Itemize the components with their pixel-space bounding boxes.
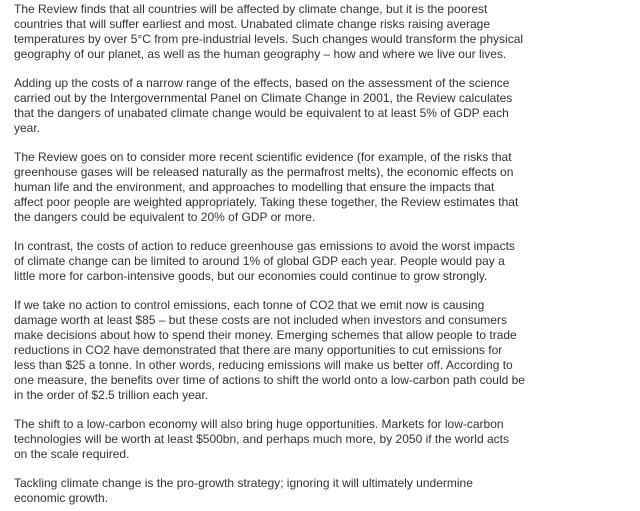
text-line: The Review goes on to consider more recent scientific evidence (for example, of the risks that [14,150,512,164]
text-line: greenhouse gases will be released naturally as the permafrost melts), the economic effects on [14,165,514,179]
text-line: Tackling climate change is the pro-growth strategy; ignoring it will ultimately undermine [14,476,473,490]
text-line: that the dangers of unabated climate change would be equivalent to at least 5% of GDP each [14,106,509,120]
paragraph-1 [14,2,636,62]
text-line: one measure, the benefits over time of actions to shift the world onto a low-carbon path could be [14,373,525,387]
paragraph-2 [14,76,636,136]
text-line: the dangers could be equivalent to 20% of GDP or more. [14,210,316,224]
text-line: Adding up the costs of a narrow range of the effects, based on the assessment of the science [14,76,510,90]
text-line: little more for carbon-intensive goods, but our economies could continue to grow strongly. [14,269,488,283]
text-line: year. [14,121,41,135]
document-body [14,2,636,506]
paragraph-3 [14,150,636,225]
paragraph-7 [14,476,636,506]
paragraph-4 [14,239,636,284]
text-line: The Review finds that all countries will be affected by climate change, but it is the poorest [14,2,488,16]
text-line: In contrast, the costs of action to reduce greenhouse gas emissions to avoid the worst impacts [14,239,515,253]
text-line: of climate change can be limited to around 1% of global GDP each year. People would pay a [14,254,505,268]
text-line: carried out by the Intergovernmental Panel on Climate Change in 2001, the Review calculates [14,91,513,105]
paragraph-5 [14,298,636,403]
text-line: in the order of $2.5 trillion each year. [14,388,209,402]
text-line: human life and the environment, and approaches to modelling that ensure the impacts that [14,180,495,194]
text-line: make decisions about how to spend their money. Emerging schemes that allow people to trade [14,328,517,342]
text-line: less than $25 a tonne. In other words, reducing emissions will make us better off. According to [14,358,513,372]
text-line: damage worth at least $85 – but these costs are not included when investors and consumers [14,313,507,327]
text-line: If we take no action to control emissions, each tonne of CO2 that we emit now is causing [14,298,485,312]
text-line: economic growth. [14,491,109,505]
text-line: on the scale required. [14,447,130,461]
text-line: technologies will be worth at least $500bn, and perhaps much more, by 2050 if the world acts [14,432,509,446]
text-line: The shift to a low-carbon economy will also bring huge opportunities. Markets for low-carbon [14,417,504,431]
text-line: countries that will suffer earliest and most. Unabated climate change risks raising average [14,17,491,31]
paragraph-6 [14,417,636,462]
text-line: geography of our planet, as well as the human geography – how and where we live our lives. [14,47,507,61]
text-line: affect poor people are weighted appropriately. Taking these together, the Review estimates that [14,195,519,209]
text-line: reductions in CO2 have demonstrated that there are many opportunities to cut emissions for [14,343,503,357]
text-line: temperatures by over 5°C from pre-industrial levels. Such changes would transform the physical [14,32,524,46]
